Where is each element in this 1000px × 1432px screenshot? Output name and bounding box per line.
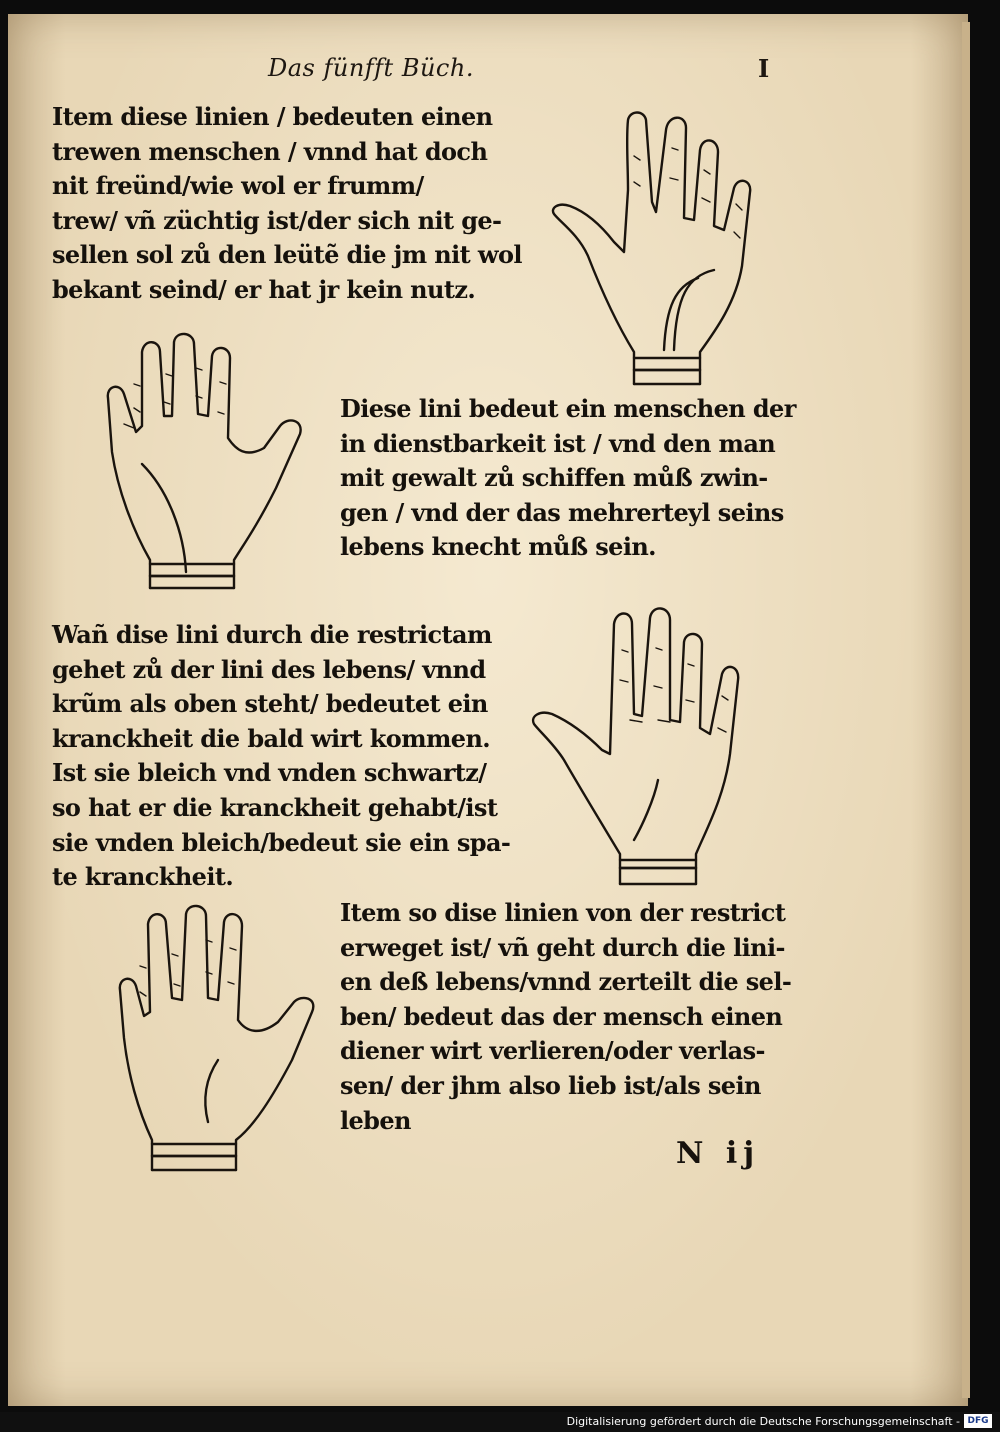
dfg-logo: DFG bbox=[964, 1414, 992, 1428]
text-line: diener wirt verlieren/oder verlas- bbox=[340, 1036, 765, 1066]
text-line: so hat er die kranckheit gehabt/ist bbox=[52, 792, 498, 822]
text-block-3 bbox=[52, 618, 510, 895]
text-line: te kranckheit. bbox=[52, 862, 234, 892]
page-edge bbox=[962, 22, 970, 1398]
text-block-2 bbox=[340, 392, 796, 565]
text-line: Ist sie bleich vnd vnden schwartz/ bbox=[52, 758, 487, 788]
palm-diagram-3 bbox=[530, 604, 746, 890]
text-line: lebens knecht můß sein. bbox=[340, 532, 656, 562]
text-line: ben/ bedeut das der mensch einen bbox=[340, 1001, 783, 1031]
text-block-1 bbox=[52, 100, 522, 308]
text-line: gen / vnd der das mehrerteyl seins bbox=[340, 497, 784, 527]
dfg-credit-text: Digitalisierung gefördert durch die Deutsche Forschungsgemeinschaft - bbox=[566, 1415, 960, 1428]
text-line: trew/ vñ züchtig ist/der sich nit ge- bbox=[52, 205, 502, 235]
text-line: trewen menschen / vnnd hat doch bbox=[52, 136, 488, 166]
text-line: Item diese linien / bedeuten einen bbox=[52, 102, 493, 131]
text-line: kranckheit die bald wirt kommen. bbox=[52, 723, 491, 753]
text-line: krũm als oben steht/ bedeutet ein bbox=[52, 689, 488, 719]
text-line: sen/ der jhm also lieb ist/als sein bbox=[340, 1070, 761, 1100]
text-line: gehet zů der lini des lebens/ vnnd bbox=[52, 654, 486, 684]
text-line: en deß lebens/vnnd zerteilt die sel- bbox=[340, 967, 792, 997]
text-line: leben bbox=[340, 1105, 411, 1135]
palm-diagram-1 bbox=[548, 106, 760, 392]
text-line: mit gewalt zů schiffen můß zwin- bbox=[340, 463, 768, 493]
text-line: bekant seind/ er hat jr kein nutz. bbox=[52, 274, 476, 304]
palm-diagram-4 bbox=[112, 904, 324, 1178]
running-title: Das fünfft Büch. bbox=[268, 54, 474, 82]
text-line: sellen sol zů den leütẽ die jm nit wol bbox=[52, 240, 522, 270]
text-block-4 bbox=[340, 896, 791, 1138]
folio-number: I bbox=[758, 54, 770, 83]
text-line: in dienstbarkeit ist / vnd den man bbox=[340, 428, 776, 458]
text-line: nit freünd/wie wol er frumm/ bbox=[52, 171, 424, 201]
text-line: erweget ist/ vñ geht durch die lini- bbox=[340, 932, 785, 962]
text-line: sie vnden bleich/bedeut sie ein spa- bbox=[52, 827, 511, 857]
text-line: Wañ dise lini durch die restrictam bbox=[52, 620, 492, 649]
signature-mark: N ij bbox=[676, 1136, 761, 1171]
text-line: Diese lini bedeut ein menschen der bbox=[340, 394, 796, 423]
palm-diagram-2 bbox=[104, 332, 312, 596]
text-line: Item so dise linien von der restrict bbox=[340, 898, 786, 927]
